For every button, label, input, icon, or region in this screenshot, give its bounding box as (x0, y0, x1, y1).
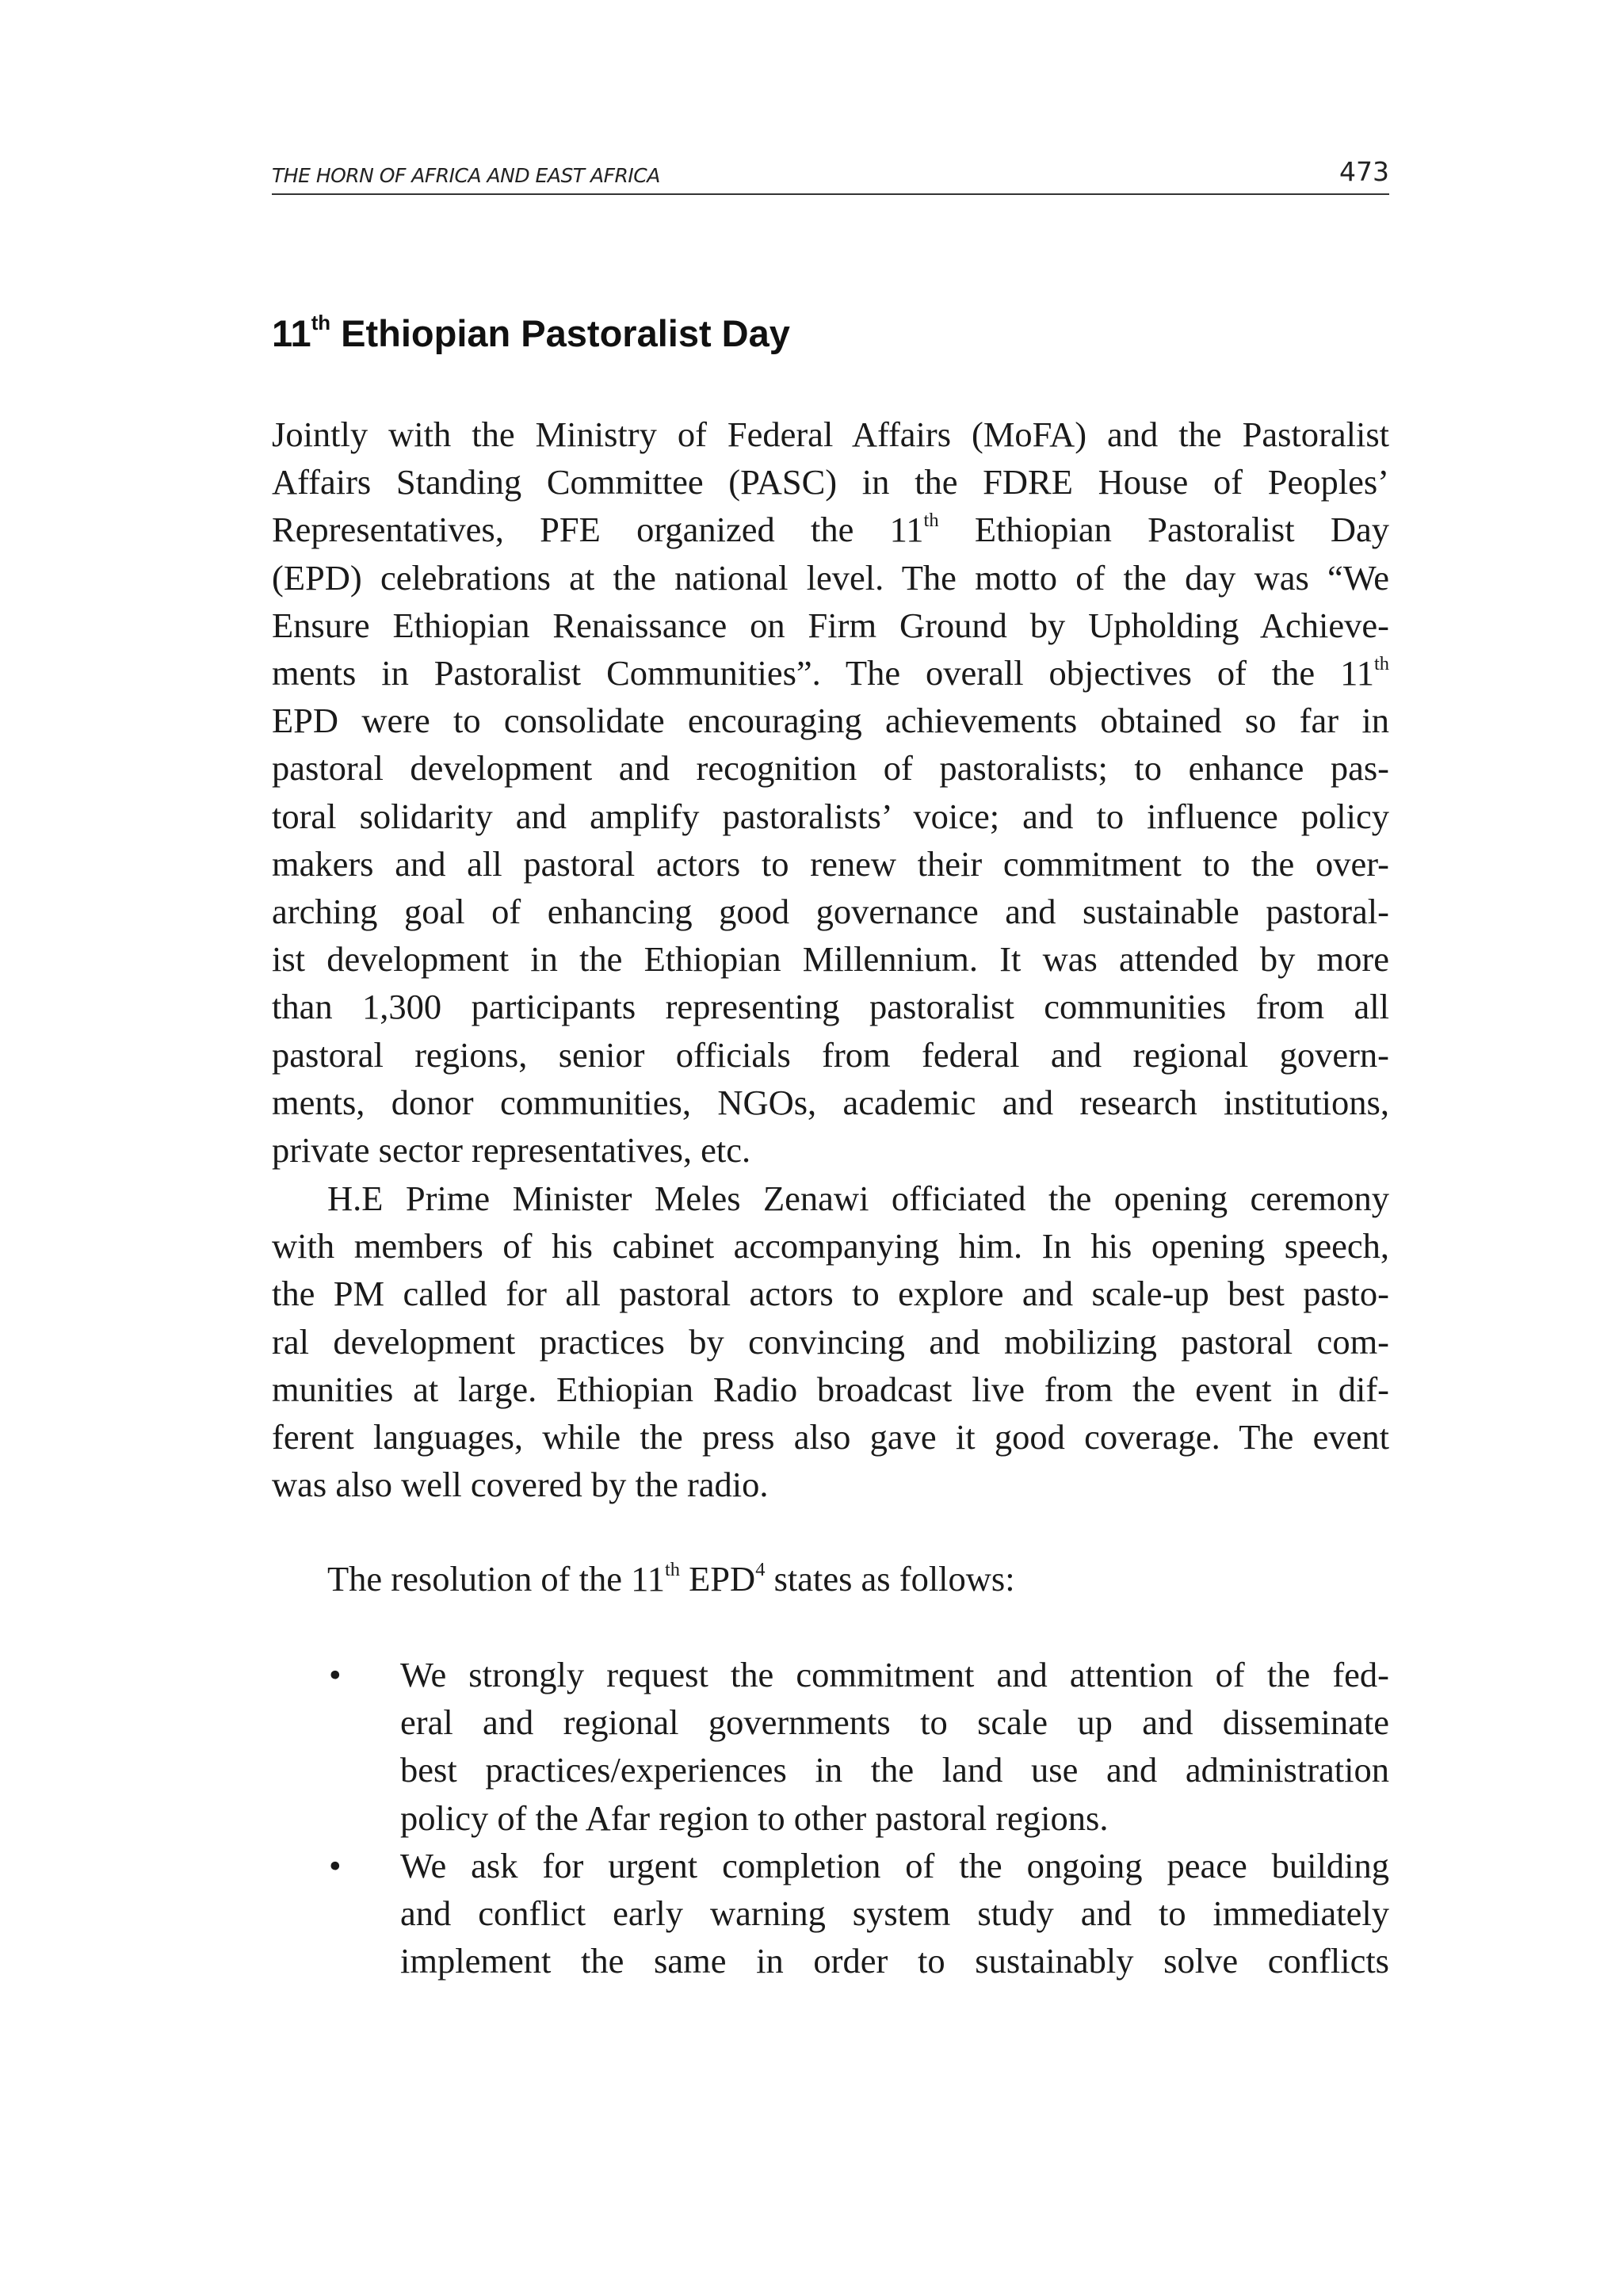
text-line (272, 649, 1389, 697)
text-line: ral development practices by convincing and mobilizing pastoral com- (272, 1321, 1389, 1362)
text-line: pastoral development and recognition of pastoralists; to enhance pas- (272, 748, 1389, 789)
text-fragment: states as follows: (765, 1559, 1015, 1599)
heading-number: 11 (272, 312, 311, 354)
text-line: eral and regional governments to scale up and disseminate (400, 1702, 1389, 1743)
resolution-intro (327, 1555, 1015, 1603)
text-fragment: EPD (680, 1559, 756, 1599)
ordinal-sup: th (923, 509, 939, 531)
text-line: pastoral regions, senior officials from federal and regional govern- (272, 1034, 1389, 1075)
text-fragment: Representatives, PFE organized the 11 (272, 510, 924, 550)
footnote-marker[interactable]: 4 (755, 1558, 766, 1580)
bullet-icon: • (329, 1845, 342, 1885)
text-line: arching goal of enhancing good governance and sustainable pastoral- (272, 892, 1389, 932)
text-line: private sector representatives, etc. (272, 1130, 751, 1171)
running-title: THE HORN OF AFRICA AND EAST AFRICA (272, 164, 660, 187)
text-line: makers and all pastoral actors to renew their commitment to the over- (272, 843, 1389, 884)
text-line: ferent languages, while the press also gave it good coverage. The event (272, 1417, 1389, 1457)
text-line: We strongly request the commitment and attention of the fed- (400, 1655, 1389, 1694)
text-line: best practices/experiences in the land use and administration (400, 1750, 1389, 1790)
list-item (272, 1651, 1389, 1842)
text-line: implement the same in order to sustainably solve conflicts (400, 1941, 1389, 1981)
text-line: Ensure Ethiopian Renaissance on Firm Ground by Upholding Achieve- (272, 605, 1389, 645)
text-line: was also well covered by the radio. (272, 1465, 769, 1505)
text-line: Affairs Standing Committee (PASC) in the FDRE House of Peoples’ (272, 462, 1389, 502)
list-item (272, 1842, 1389, 1985)
text-line (272, 506, 1389, 553)
bullet-icon: • (329, 1655, 342, 1694)
text-line: policy of the Afar region to other pastoral regions. (400, 1797, 1109, 1838)
text-line: EPD were to consolidate encouraging achievements obtained so far in (272, 701, 1389, 741)
text-fragment: The resolution of the 11 (327, 1559, 665, 1599)
heading-text: Ethiopian Pastoralist Day (330, 312, 790, 354)
text-line: munities at large. Ethiopian Radio broadcast live from the event in dif- (272, 1369, 1389, 1409)
text-line: and conflict early warning system study and to immediately (400, 1893, 1389, 1934)
ordinal-sup: th (1373, 652, 1389, 674)
paragraph-2 (272, 1175, 1389, 1508)
page-number: 473 (1339, 156, 1389, 187)
text-line: We ask for urgent completion of the ongoing peace building (400, 1845, 1389, 1885)
resolution-list (272, 1651, 1389, 1985)
text-line: ist development in the Ethiopian Millennium. It was attended by more (272, 939, 1389, 980)
text-line: with members of his cabinet accompanying him. In his opening speech, (272, 1226, 1389, 1266)
text-line: (EPD) celebrations at the national level. The motto of the day was “We (272, 557, 1389, 598)
text-fragment: ments in Pastoralist Communities”. The overall objectives of the 11 (272, 653, 1374, 693)
text-line: Jointly with the Ministry of Federal Affairs (MoFA) and the Pastoralist (272, 415, 1389, 454)
heading-ordinal: th (311, 312, 331, 335)
text-line: ments, donor communities, NGOs, academic and research institutions, (272, 1082, 1389, 1122)
text-line: than 1,300 participants representing pastoralist communities from all (272, 987, 1389, 1027)
text-line: the PM called for all pastoral actors to explore and scale-up best pasto- (272, 1274, 1389, 1314)
text-fragment: Ethiopian Pastoralist Day (938, 510, 1389, 550)
text-line: H.E Prime Minister Meles Zenawi officiated the opening ceremony (327, 1179, 1389, 1218)
ordinal-sup: th (664, 1558, 680, 1580)
paragraph-1 (272, 411, 1389, 1174)
section-heading (272, 311, 790, 355)
text-line: toral solidarity and amplify pastoralists’ voice; and to influence policy (272, 796, 1389, 836)
running-header (272, 152, 1389, 195)
